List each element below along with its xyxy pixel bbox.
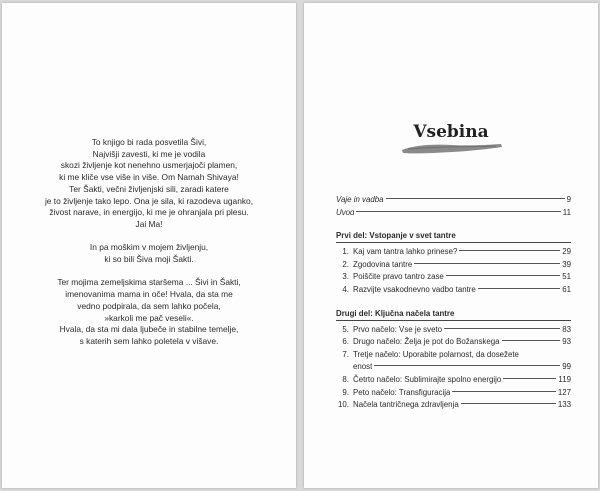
chapter-number: 5. bbox=[342, 324, 349, 334]
toc-entry-page: 11 bbox=[562, 207, 571, 217]
chapter-number: 9. bbox=[342, 387, 349, 397]
dedication-line: imenovanima mama in oče! Hvala, da sta me bbox=[65, 289, 233, 300]
dedication-line: vedno podpirala, da sem lahko počela, bbox=[77, 300, 221, 311]
toc-entry-title: Prvo načelo: Vse je sveto bbox=[353, 324, 443, 334]
chapter-number: 8. bbox=[342, 374, 349, 384]
part-heading: Drugi del: Ključna načela tantre bbox=[336, 307, 571, 321]
toc-entry-title: Načela tantričnega zdravljenja bbox=[353, 400, 459, 410]
toc-entry-page: 93 bbox=[562, 337, 571, 347]
table-of-contents bbox=[336, 194, 571, 412]
brush-stroke-icon bbox=[400, 142, 504, 156]
dedication-line: Najvišji zavesti, ki me je vodila bbox=[92, 148, 206, 159]
toc-entry-title: Razvijte vsakodnevno vadbo tantre bbox=[353, 284, 476, 294]
toc-heading: Vsebina bbox=[413, 122, 489, 142]
dedication-line: To knjigo bi rada posvetila Šivi, bbox=[91, 137, 207, 147]
toc-entry[interactable] bbox=[336, 387, 571, 400]
toc-entry-title: Poiščite pravo tantro zase bbox=[353, 272, 444, 282]
chapter-number: 3. bbox=[342, 272, 349, 282]
dot-leader bbox=[414, 263, 560, 264]
dedication-line: ki me kliče vse više in više. Om Namah Shivaya! bbox=[59, 172, 239, 183]
toc-entry[interactable] bbox=[336, 284, 571, 297]
toc-entry[interactable] bbox=[336, 336, 571, 349]
toc-entry[interactable] bbox=[336, 349, 571, 362]
dedication-line: Hvala, da sta mi dala ljubeče in stabilne temelje, bbox=[59, 324, 239, 335]
dot-leader bbox=[478, 288, 560, 289]
dedication-line: In pa moškim v mojem življenju, bbox=[89, 242, 209, 253]
toc-entry-title: Tretje načelo: Uporabite polarnost, da dosežete bbox=[353, 349, 519, 359]
toc-entry-page: 61 bbox=[562, 284, 571, 294]
toc-entry-page: 127 bbox=[557, 387, 571, 397]
dot-leader bbox=[386, 198, 565, 199]
toc-entry-title: Vaje in vadba bbox=[336, 195, 384, 204]
dot-leader bbox=[502, 340, 561, 341]
dedication-line: Ter Šakti, večni življenjski sili, zaradi katere bbox=[69, 183, 229, 194]
toc-entry-title: enost bbox=[353, 362, 373, 372]
dedication-line: je to življenje tako lepo. Ona je sila, ki razodeva uganko, bbox=[44, 195, 254, 206]
toc-entry[interactable] bbox=[336, 194, 571, 207]
chapter-number: 1. bbox=[342, 247, 349, 257]
dedication-paragraph bbox=[2, 242, 296, 265]
chapter-number: 4. bbox=[342, 284, 349, 294]
toc-entry[interactable] bbox=[336, 246, 571, 259]
toc-entry[interactable] bbox=[336, 271, 571, 284]
toc-entry-title: Peto načelo: Transfiguracija bbox=[353, 387, 451, 397]
toc-entry-title: Zgodovina tantre bbox=[353, 259, 413, 269]
dot-leader bbox=[452, 391, 555, 392]
part-heading: Prvi del: Vstopanje v svet tantre bbox=[336, 229, 571, 243]
chapter-number: 2. bbox=[342, 259, 349, 269]
toc-entry[interactable] bbox=[336, 399, 571, 412]
toc-entry[interactable] bbox=[336, 207, 571, 220]
dedication-line: ki so bili Šiva moji Šakti. bbox=[104, 254, 194, 265]
toc-entry-page: 99 bbox=[562, 362, 571, 372]
dedication-line: »karkoli me pač veseli«. bbox=[104, 312, 194, 323]
toc-entry[interactable] bbox=[336, 324, 571, 337]
chapter-number: 7. bbox=[342, 349, 349, 359]
toc-entry-page: 39 bbox=[562, 259, 571, 269]
toc-entry-page: 9 bbox=[566, 195, 571, 204]
toc-entry-page: 83 bbox=[562, 324, 571, 334]
dedication-paragraph bbox=[2, 277, 296, 347]
dedication-line: Ter mojima zemeljskima staršema ... Šivi in Šakti, bbox=[57, 277, 241, 288]
toc-entry-continuation[interactable] bbox=[336, 361, 571, 374]
dedication bbox=[2, 137, 296, 359]
dot-leader bbox=[446, 275, 560, 276]
dot-leader bbox=[356, 211, 560, 212]
toc-entry-page: 51 bbox=[562, 272, 571, 282]
dedication-line: Jai Ma! bbox=[135, 218, 163, 229]
toc-entry-page: 133 bbox=[557, 400, 571, 410]
dedication-line: živost narave, in energijo, ki me je ohranjala pri plesu. bbox=[49, 207, 249, 218]
toc-entry-title: Uvod bbox=[336, 207, 355, 217]
toc-entry-title: Drugo načelo: Želja je pot do Božanskega bbox=[353, 337, 500, 347]
left-page bbox=[2, 3, 296, 488]
dot-leader bbox=[461, 403, 556, 404]
dot-leader bbox=[459, 250, 560, 251]
chapter-number: 10. bbox=[338, 400, 349, 410]
toc-entry-title: Kaj vam tantra lahko prinese? bbox=[353, 247, 458, 257]
dedication-line: s katerih sem lahko poletela v višave. bbox=[79, 335, 219, 346]
dedication-line: skozi življenje kot nenehno usmerjajoči plamen, bbox=[60, 160, 238, 171]
dot-leader bbox=[444, 328, 560, 329]
toc-entry-page: 119 bbox=[558, 374, 571, 384]
toc-entry-title: Četrto načelo: Sublimirajte spolno energijo bbox=[353, 374, 502, 384]
toc-entry-page: 29 bbox=[562, 247, 571, 257]
toc-entry[interactable] bbox=[336, 374, 571, 387]
dot-leader bbox=[503, 378, 556, 379]
dot-leader bbox=[374, 365, 560, 366]
toc-entry[interactable] bbox=[336, 259, 571, 272]
dedication-paragraph bbox=[2, 137, 296, 231]
chapter-number: 6. bbox=[342, 337, 349, 347]
right-page bbox=[304, 3, 598, 488]
